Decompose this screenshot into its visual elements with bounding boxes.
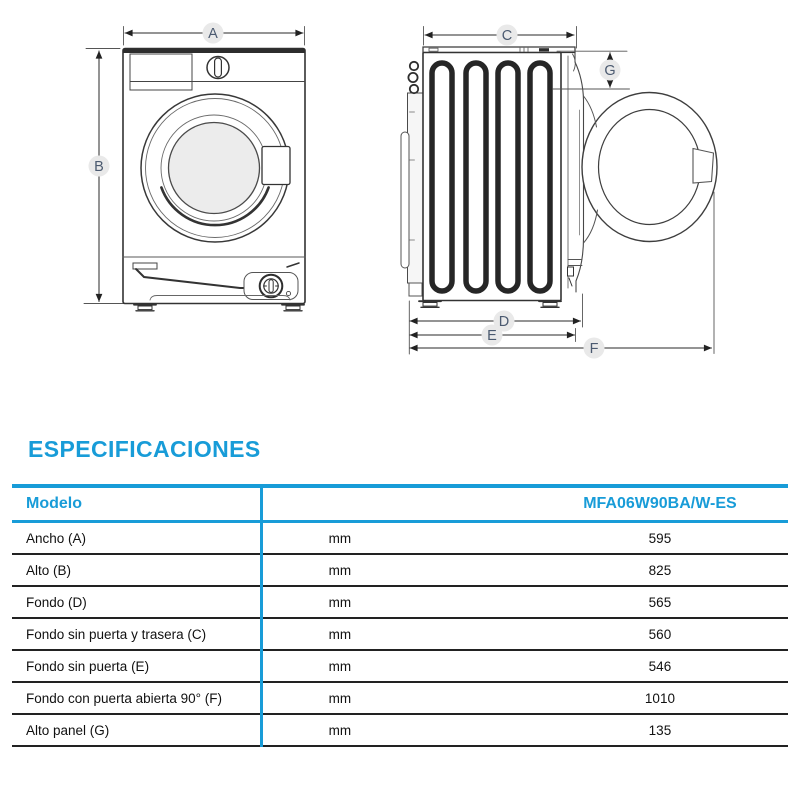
dim-label-e [482,325,503,346]
dim-label-a [203,23,224,44]
row-value: 825 [648,562,672,578]
row-unit: mm [328,626,352,642]
table-row [12,555,788,587]
rear-panel-details [401,62,423,296]
table-row [12,523,788,555]
row-label: Ancho (A) [26,530,87,546]
table-header-row [12,488,788,523]
front-view [84,27,305,311]
svg-text:A: A [208,26,218,42]
svg-text:C: C [501,28,513,44]
table-vertical-divider [260,484,263,747]
table-row [12,587,788,619]
row-value: 595 [648,530,672,546]
row-unit: mm [328,530,352,546]
spec-table [12,484,788,747]
open-door-handle [693,149,714,184]
model-value: MFA06W90BA/W-ES [583,495,737,512]
door-handle [262,147,290,185]
table-row [12,651,788,683]
row-unit: mm [328,690,352,706]
row-label: Fondo sin puerta (E) [26,658,150,674]
model-label: Modelo [26,495,82,512]
top-edge-band [123,49,305,54]
row-value: 135 [648,722,672,738]
page-title: ESPECIFICACIONES [28,436,261,462]
row-value: 1010 [644,690,675,706]
row-label: Alto panel (G) [26,722,110,738]
dim-label-g [600,60,621,81]
row-label: Fondo con puerta abierta 90° (F) [26,690,223,706]
row-unit: mm [328,562,352,578]
dim-label-c [497,25,518,46]
open-door [582,93,717,244]
svg-text:F: F [589,341,599,357]
row-value: 565 [648,594,672,610]
row-label: Alto (B) [26,562,72,578]
front-door [141,94,290,242]
top-cover [423,47,575,53]
door-glass [169,123,260,214]
table-row [12,619,788,651]
row-value: 546 [648,658,672,674]
dim-label-b [89,156,110,177]
detergent-drawer [130,54,192,90]
row-unit: mm [328,658,352,674]
svg-text:E: E [487,328,497,344]
front-face-profile [568,53,584,293]
row-value: 560 [648,626,672,642]
dim-label-f [584,338,605,359]
row-unit: mm [328,594,352,610]
table-row [12,683,788,715]
svg-text:B: B [94,159,104,175]
table-row [12,715,788,747]
row-unit: mm [328,722,352,738]
row-label: Fondo (D) [26,594,87,610]
side-view [401,27,717,355]
row-label: Fondo sin puerta y trasera (C) [26,626,207,642]
program-knob [207,57,229,79]
svg-text:G: G [604,63,616,79]
svg-text:D: D [498,314,510,330]
filter-cap [260,275,283,298]
